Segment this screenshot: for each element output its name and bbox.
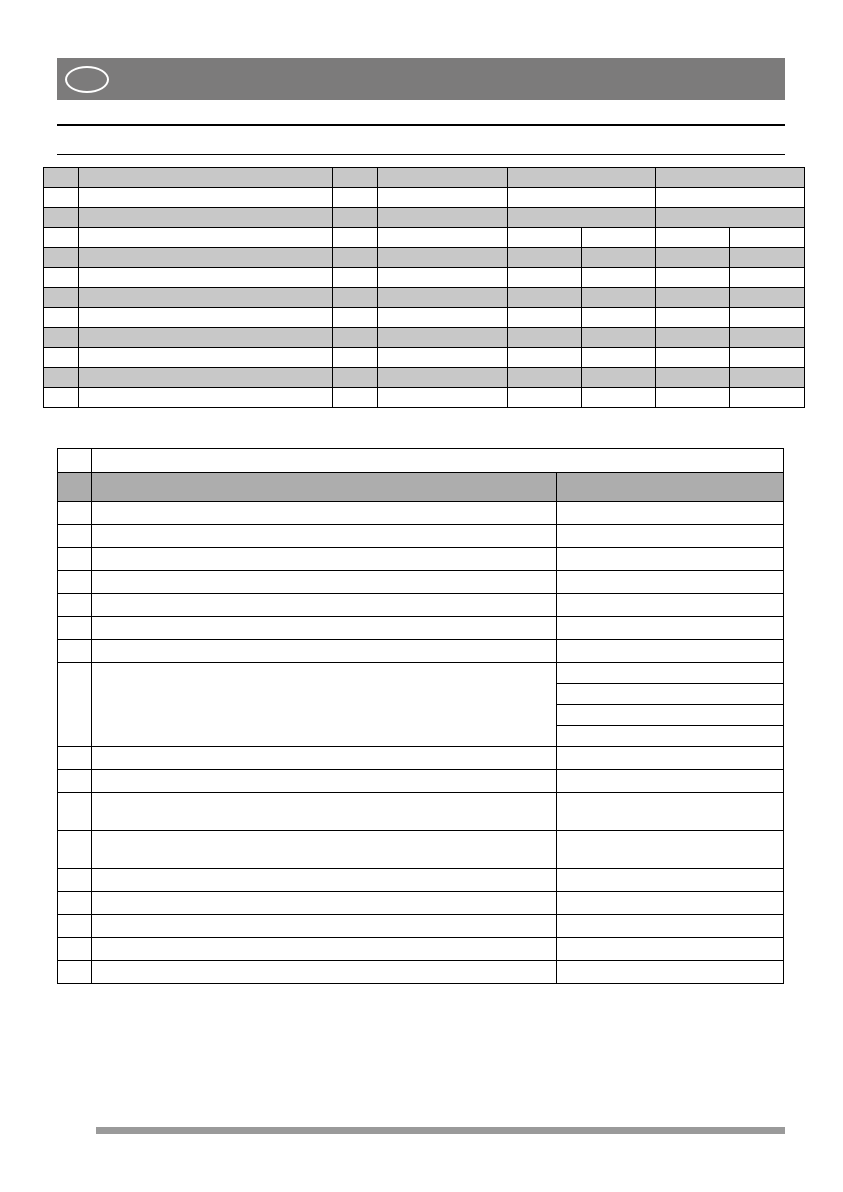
table-cell xyxy=(582,328,656,348)
table-row xyxy=(58,915,784,938)
table-cell xyxy=(58,449,92,473)
title-rule-top xyxy=(57,124,785,126)
table-cell xyxy=(333,248,378,268)
table-cell xyxy=(44,288,79,308)
table-cell xyxy=(508,248,582,268)
parts-table xyxy=(57,448,784,984)
table-row xyxy=(58,747,784,770)
table-cell xyxy=(656,228,730,248)
table-cell xyxy=(333,288,378,308)
table-cell xyxy=(656,268,730,288)
table-cell xyxy=(79,348,333,368)
table-cell xyxy=(44,248,79,268)
table-cell xyxy=(333,348,378,368)
table-cell xyxy=(582,288,656,308)
table-cell xyxy=(79,228,333,248)
table-cell xyxy=(656,328,730,348)
column-header xyxy=(557,473,784,502)
table-cell xyxy=(44,328,79,348)
spec-row xyxy=(44,228,805,248)
table-cell xyxy=(44,208,79,228)
table-cell xyxy=(730,348,805,368)
spec-row xyxy=(44,208,805,228)
table-cell xyxy=(44,348,79,368)
table-cell xyxy=(333,228,378,248)
table-cell xyxy=(582,348,656,368)
table-row xyxy=(58,663,784,684)
table-cell xyxy=(44,388,79,408)
table-cell xyxy=(730,288,805,308)
table-row xyxy=(58,548,784,571)
table-cell xyxy=(79,208,333,228)
table-cell xyxy=(730,388,805,408)
spec-row xyxy=(44,288,805,308)
table-cell xyxy=(582,248,656,268)
table-cell xyxy=(79,248,333,268)
table-row xyxy=(58,640,784,663)
table-cell xyxy=(44,268,79,288)
spec-row xyxy=(44,248,805,268)
table-cell xyxy=(333,328,378,348)
table-cell xyxy=(333,308,378,328)
spec-row xyxy=(44,328,805,348)
table-cell xyxy=(378,228,508,248)
table-cell xyxy=(656,168,805,188)
table-row xyxy=(58,869,784,892)
table-cell xyxy=(656,188,805,208)
table-cell xyxy=(44,308,79,328)
column-header xyxy=(58,473,92,502)
table-row xyxy=(58,831,784,869)
table-cell xyxy=(582,388,656,408)
spec-row xyxy=(44,168,805,188)
table-cell xyxy=(656,208,805,228)
table-cell xyxy=(378,268,508,288)
table-cell xyxy=(79,368,333,388)
table-cell xyxy=(508,228,582,248)
footer-bar xyxy=(96,1127,785,1134)
spec-row xyxy=(44,308,805,328)
table-cell xyxy=(378,288,508,308)
table-cell xyxy=(656,368,730,388)
table-cell xyxy=(378,308,508,328)
table-cell xyxy=(378,328,508,348)
table-cell xyxy=(378,168,508,188)
table-cell xyxy=(333,268,378,288)
table-cell xyxy=(44,188,79,208)
table-cell xyxy=(508,388,582,408)
column-header xyxy=(92,473,557,502)
table-cell xyxy=(508,368,582,388)
table-cell xyxy=(730,308,805,328)
spec-row xyxy=(44,268,805,288)
table-cell xyxy=(79,328,333,348)
table-cell xyxy=(582,268,656,288)
table-cell xyxy=(730,328,805,348)
table-cell xyxy=(44,368,79,388)
table-cell xyxy=(79,288,333,308)
table-row xyxy=(58,892,784,915)
table-cell xyxy=(730,248,805,268)
spec-row xyxy=(44,348,805,368)
table-cell xyxy=(656,248,730,268)
table-cell xyxy=(79,188,333,208)
spec-row xyxy=(44,388,805,408)
table-cell xyxy=(730,268,805,288)
language-badge xyxy=(65,66,109,93)
table-cell xyxy=(582,228,656,248)
table-cell xyxy=(508,208,656,228)
table-cell xyxy=(508,308,582,328)
table-cell xyxy=(656,288,730,308)
table-cell xyxy=(508,288,582,308)
table-cell xyxy=(582,368,656,388)
table-cell xyxy=(508,188,656,208)
table-cell xyxy=(79,308,333,328)
table-cell xyxy=(378,348,508,368)
table-cell xyxy=(378,388,508,408)
table-cell xyxy=(79,168,333,188)
spec-row xyxy=(44,368,805,388)
table-row xyxy=(58,525,784,548)
table-row xyxy=(58,961,784,984)
table-cell xyxy=(508,348,582,368)
table-cell xyxy=(378,248,508,268)
title-rule-bottom xyxy=(57,154,785,155)
table-cell xyxy=(730,228,805,248)
specifications-table xyxy=(43,167,805,408)
table-row xyxy=(58,571,784,594)
table-cell xyxy=(508,268,582,288)
table-row xyxy=(58,770,784,793)
table-cell xyxy=(333,388,378,408)
table-cell xyxy=(656,348,730,368)
table-cell xyxy=(378,188,508,208)
table-cell xyxy=(333,208,378,228)
table-cell xyxy=(44,228,79,248)
table-cell xyxy=(656,388,730,408)
table-cell xyxy=(730,368,805,388)
table-cell xyxy=(333,168,378,188)
table-title-cell xyxy=(92,449,784,473)
section-header-bar xyxy=(57,58,785,100)
table-cell xyxy=(656,308,730,328)
table-row xyxy=(58,502,784,525)
table-row xyxy=(58,617,784,640)
table-row xyxy=(58,594,784,617)
table-cell xyxy=(333,368,378,388)
table-cell xyxy=(508,168,656,188)
table-cell xyxy=(378,208,508,228)
table-cell xyxy=(333,188,378,208)
table-cell xyxy=(508,328,582,348)
table-cell xyxy=(582,308,656,328)
table-row xyxy=(58,938,784,961)
table-cell xyxy=(378,368,508,388)
table-cell xyxy=(79,268,333,288)
table-cell xyxy=(44,168,79,188)
table-row xyxy=(58,793,784,831)
table-cell xyxy=(79,388,333,408)
spec-row xyxy=(44,188,805,208)
